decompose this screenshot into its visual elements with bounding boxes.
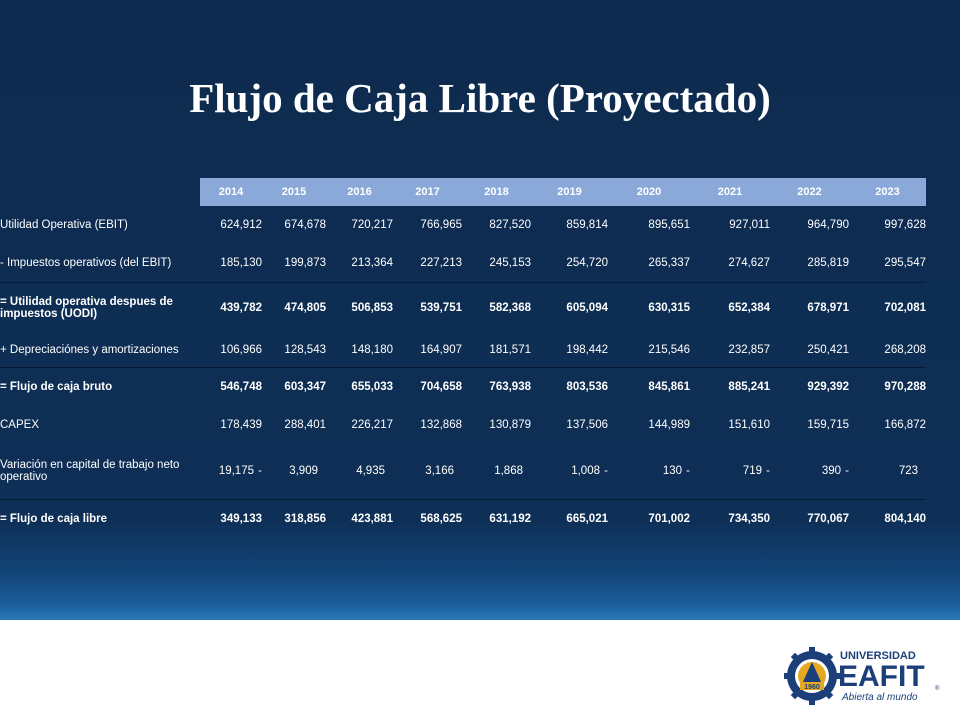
logo-brand-text: EAFIT (838, 660, 925, 693)
cell-value: 151,610 (728, 419, 770, 431)
cell-value: 265,337 (648, 256, 690, 269)
cell-value: 674,678 (284, 219, 326, 231)
cell-value: 927,011 (729, 219, 770, 231)
value-cell (531, 244, 608, 282)
header-blank-cell (0, 178, 200, 206)
value-cell (531, 499, 608, 538)
value-cell (393, 444, 462, 499)
cell-value: 226,217 (351, 419, 393, 431)
cell-value: 390 (821, 465, 841, 478)
year-header: 2018 (462, 178, 531, 206)
value-cell (770, 406, 849, 444)
row-label: = Utilidad operativa despues de impuestos (UODI) (0, 295, 173, 320)
cell-value: 268,208 (884, 343, 926, 356)
value-cell (608, 406, 690, 444)
value-cell (770, 282, 849, 333)
value-cell (849, 499, 926, 538)
negative-sign: - (845, 465, 849, 478)
cell-value: 199,873 (284, 256, 326, 269)
year-header: 2015 (262, 178, 326, 206)
value-cell (849, 367, 926, 406)
cell-value: 1,008 (571, 465, 600, 478)
cell-value: 130,879 (489, 419, 531, 431)
value-cell (462, 499, 531, 538)
cell-value: 106,966 (220, 343, 262, 356)
cell-value: 605,094 (566, 301, 608, 314)
row-label: CAPEX (0, 419, 39, 431)
cell-value: 655,033 (351, 380, 393, 393)
cash-flow-table (0, 178, 926, 538)
cell-value: 132,868 (420, 419, 462, 431)
table-row (0, 282, 926, 333)
cell-value: 185,130 (220, 256, 262, 269)
value-cell (200, 444, 262, 499)
value-cell (200, 244, 262, 282)
negative-sign: - (604, 465, 608, 478)
cell-value: 763,938 (489, 380, 531, 393)
cell-value: 702,081 (884, 301, 926, 314)
cell-value: 652,384 (728, 301, 770, 314)
table-row (0, 367, 926, 406)
value-cell (849, 282, 926, 333)
cell-value: 1,868 (494, 465, 523, 478)
cell-value: 720,217 (351, 219, 393, 231)
cell-value: 198,442 (566, 343, 608, 356)
value-cell (770, 444, 849, 499)
value-cell (608, 367, 690, 406)
table-row (0, 244, 926, 282)
year-header: 2022 (770, 178, 849, 206)
cell-value: 213,364 (351, 256, 393, 269)
value-cell (608, 499, 690, 538)
value-cell (262, 499, 326, 538)
logo-slogan-text: Abierta al mundo (842, 692, 918, 703)
table-row (0, 499, 926, 538)
value-cell (531, 367, 608, 406)
value-cell (393, 499, 462, 538)
value-cell (462, 282, 531, 333)
value-cell (462, 444, 531, 499)
year-header: 2014 (200, 178, 262, 206)
year-header: 2016 (326, 178, 393, 206)
value-cell (531, 206, 608, 244)
year-header: 2021 (690, 178, 770, 206)
negative-sign: - (258, 465, 262, 478)
value-cell (262, 367, 326, 406)
value-cell (326, 282, 393, 333)
value-cell (690, 206, 770, 244)
value-cell (393, 244, 462, 282)
cell-value: 148,180 (351, 343, 393, 356)
cell-value: 3,166 (425, 465, 454, 478)
value-cell (262, 444, 326, 499)
cell-value: 250,421 (807, 343, 849, 356)
cell-value: 295,547 (884, 256, 926, 269)
row-label: Utilidad Operativa (EBIT) (0, 219, 128, 231)
cell-value: 128,543 (284, 343, 326, 356)
year-header: 2020 (608, 178, 690, 206)
cell-value: 232,857 (728, 343, 770, 356)
cell-value: 827,520 (489, 219, 531, 231)
value-cell (462, 367, 531, 406)
value-cell (770, 367, 849, 406)
value-cell (690, 406, 770, 444)
value-cell (849, 206, 926, 244)
value-cell (326, 367, 393, 406)
value-cell (770, 244, 849, 282)
value-cell (326, 406, 393, 444)
value-cell (531, 444, 608, 499)
value-cell (462, 206, 531, 244)
slide-title: Flujo de Caja Libre (Proyectado) (189, 75, 771, 121)
value-cell (690, 282, 770, 333)
cell-value: 137,506 (566, 419, 608, 431)
value-cell (200, 406, 262, 444)
value-cell (326, 444, 393, 499)
cell-value: 964,790 (807, 219, 849, 231)
value-cell (262, 206, 326, 244)
value-cell (849, 333, 926, 367)
negative-sign: - (766, 465, 770, 478)
cell-value: 723 (898, 465, 918, 478)
value-cell (849, 444, 926, 499)
cell-value: 539,751 (420, 301, 462, 314)
cell-value: 288,401 (284, 419, 326, 431)
cell-value: 227,213 (420, 256, 462, 269)
cell-value: 245,153 (489, 256, 531, 269)
cell-value: 719 (742, 465, 762, 478)
value-cell (200, 367, 262, 406)
year-header: 2017 (393, 178, 462, 206)
value-cell (462, 333, 531, 367)
value-cell (849, 406, 926, 444)
year-header: 2019 (531, 178, 608, 206)
cell-value: 568,625 (420, 512, 462, 525)
cell-value: 3,909 (289, 465, 318, 478)
cell-value: 701,002 (648, 512, 690, 525)
value-cell (393, 206, 462, 244)
eafit-logo (784, 646, 944, 706)
seal-year: 1960 (804, 684, 820, 691)
cell-value: 474,805 (284, 301, 326, 314)
cell-value: 803,536 (566, 380, 608, 393)
value-cell (608, 244, 690, 282)
cell-value: 19,175 (218, 465, 254, 478)
value-cell (531, 282, 608, 333)
cell-value: 178,439 (220, 419, 262, 431)
cell-value: 804,140 (884, 512, 926, 525)
cell-value: 144,989 (648, 419, 690, 431)
year-header: 2023 (849, 178, 926, 206)
gear-seal-icon (784, 647, 841, 705)
value-cell (608, 206, 690, 244)
cell-value: 678,971 (807, 301, 849, 314)
value-cell (200, 333, 262, 367)
cell-value: 704,658 (420, 380, 462, 393)
value-cell (393, 367, 462, 406)
cell-value: 997,628 (884, 219, 926, 231)
value-cell (326, 499, 393, 538)
cell-value: 546,748 (220, 380, 262, 393)
cell-value: 734,350 (728, 512, 770, 525)
value-cell (200, 499, 262, 538)
value-cell (326, 333, 393, 367)
cell-value: 254,720 (566, 256, 608, 269)
cell-value: 423,881 (351, 512, 393, 525)
value-cell (690, 333, 770, 367)
cell-value: 4,935 (356, 465, 385, 478)
row-label: Variación en capital de trabajo neto operativo (0, 444, 200, 499)
cell-value: 631,192 (489, 512, 531, 525)
cell-value: 166,872 (884, 419, 926, 431)
cell-value: 159,715 (807, 419, 849, 431)
value-cell (262, 406, 326, 444)
cell-value: 929,392 (807, 380, 849, 393)
value-cell (690, 444, 770, 499)
cell-value: 970,288 (884, 380, 926, 393)
value-cell (262, 333, 326, 367)
cell-value: 885,241 (728, 380, 770, 393)
table-row (0, 406, 926, 444)
table-row (0, 206, 926, 244)
value-cell (262, 244, 326, 282)
cell-value: 349,133 (220, 512, 262, 525)
value-cell (326, 206, 393, 244)
cell-value: 603,347 (284, 380, 326, 393)
table-row (0, 333, 926, 367)
year-header-row (0, 178, 926, 206)
value-cell (608, 282, 690, 333)
cell-value: 215,546 (648, 343, 690, 356)
cell-value: 318,856 (284, 512, 326, 525)
cell-value: 582,368 (489, 301, 531, 314)
value-cell (462, 406, 531, 444)
value-cell (462, 244, 531, 282)
cell-value: 845,861 (648, 380, 690, 393)
value-cell (690, 367, 770, 406)
cell-value: 630,315 (648, 301, 690, 314)
registered-mark: ® (935, 686, 940, 692)
value-cell (690, 244, 770, 282)
cell-value: 164,907 (420, 343, 462, 356)
value-cell (200, 206, 262, 244)
value-cell (200, 282, 262, 333)
cell-value: 859,814 (566, 219, 608, 231)
cell-value: 439,782 (220, 301, 262, 314)
row-label: = Flujo de caja bruto (0, 380, 113, 393)
cell-value: 274,627 (728, 256, 770, 269)
value-cell (393, 406, 462, 444)
value-cell (608, 333, 690, 367)
logo-university-text: UNIVERSIDAD (840, 650, 916, 662)
negative-sign: - (686, 465, 690, 478)
table-row (0, 444, 926, 499)
value-cell (531, 406, 608, 444)
cell-value: 506,853 (351, 301, 393, 314)
value-cell (531, 333, 608, 367)
cell-value: 181,571 (489, 343, 531, 356)
cell-value: 285,819 (807, 256, 849, 269)
value-cell (608, 444, 690, 499)
value-cell (770, 206, 849, 244)
value-cell (393, 333, 462, 367)
table-body (0, 206, 926, 538)
row-label: - Impuestos operativos (del EBIT) (0, 244, 200, 282)
value-cell (690, 499, 770, 538)
value-cell (262, 282, 326, 333)
row-label: = Flujo de caja libre (0, 512, 108, 525)
value-cell (849, 244, 926, 282)
cell-value: 770,067 (807, 512, 849, 525)
cell-value: 624,912 (220, 219, 262, 231)
cell-value: 665,021 (566, 512, 608, 525)
value-cell (326, 244, 393, 282)
value-cell (770, 333, 849, 367)
cell-value: 130 (662, 465, 682, 478)
cell-value: 895,651 (648, 219, 690, 231)
value-cell (393, 282, 462, 333)
value-cell (770, 499, 849, 538)
cell-value: 766,965 (420, 219, 462, 231)
row-label: + Depreciaciónes y amortizaciones (0, 333, 200, 367)
